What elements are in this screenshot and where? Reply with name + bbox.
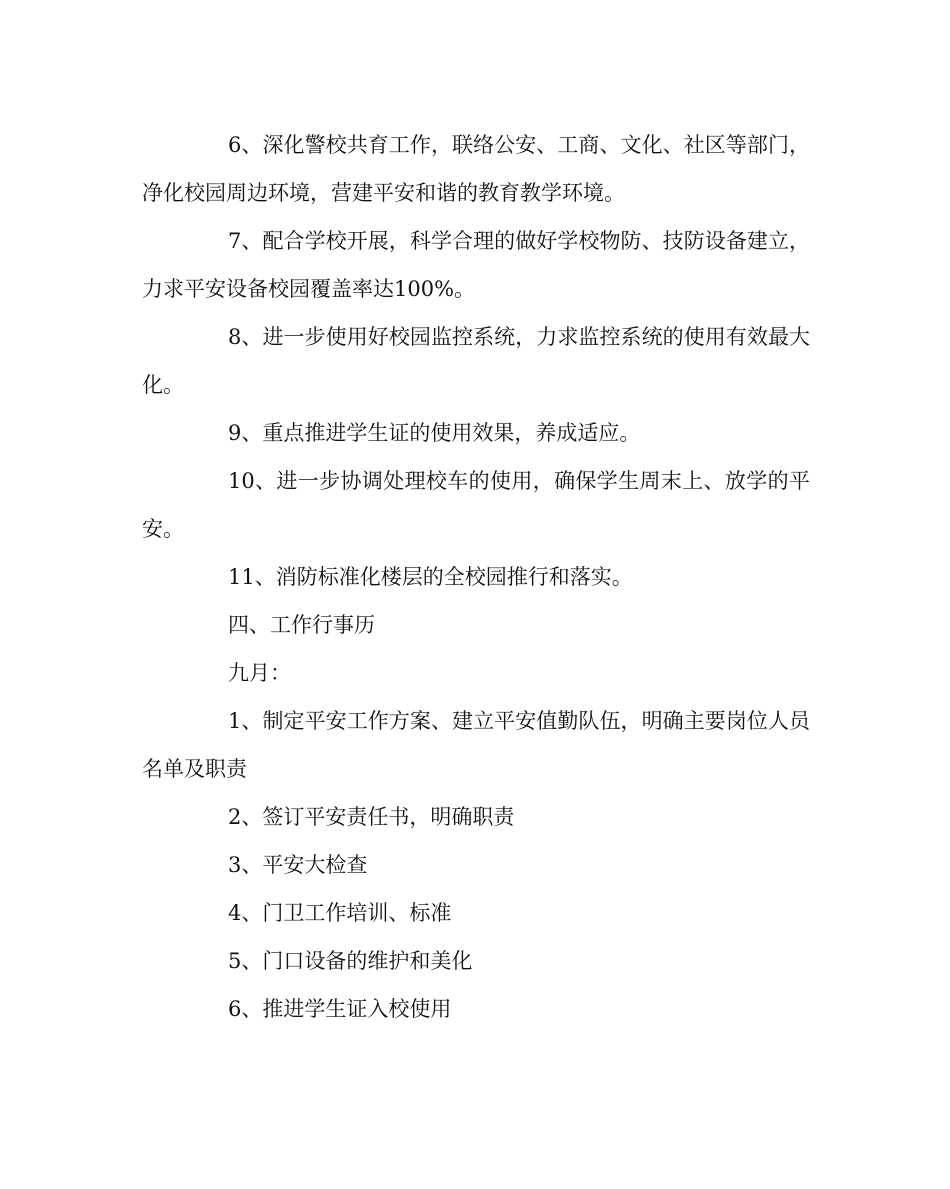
paragraph-item-6-police-school: 6、深化警校共育工作，联络公安、工商、文化、社区等部门，净化校园周边环境，营建平安和谐的教育教学环境。 <box>142 133 810 205</box>
september-item-6: 6、推进学生证入校使用 <box>228 997 452 1021</box>
document-body <box>142 121 810 1033</box>
september-item-1: 1、制定平安工作方案、建立平安值勤队伍，明确主要岗位人员名单及职责 <box>142 709 810 781</box>
september-item-3: 3、平安大检查 <box>228 853 368 877</box>
paragraph-item-8-monitoring-system: 8、进一步使用好校园监控系统，力求监控系统的使用有效最大化。 <box>142 325 810 397</box>
paragraph-item-7-security-equipment: 7、配合学校开展，科学合理的做好学校物防、技防设备建立，力求平安设备校园覆盖率达100%。 <box>142 229 810 301</box>
september-item-2: 2、签订平安责任书，明确职责 <box>228 805 515 829</box>
paragraph-item-9-student-card: 9、重点推进学生证的使用效果，养成适应。 <box>228 421 641 445</box>
paragraph-item-11-fire-standard: 11、消防标准化楼层的全校园推行和落实。 <box>228 565 633 589</box>
paragraph-item-10-school-bus: 10、进一步协调处理校车的使用，确保学生周末上、放学的平安。 <box>142 469 810 541</box>
september-item-4: 4、门卫工作培训、标准 <box>228 901 452 925</box>
month-heading-september: 九月： <box>228 661 291 685</box>
september-item-5: 5、门口设备的维护和美化 <box>228 949 473 973</box>
section-heading-work-calendar: 四、工作行事历 <box>228 613 375 637</box>
